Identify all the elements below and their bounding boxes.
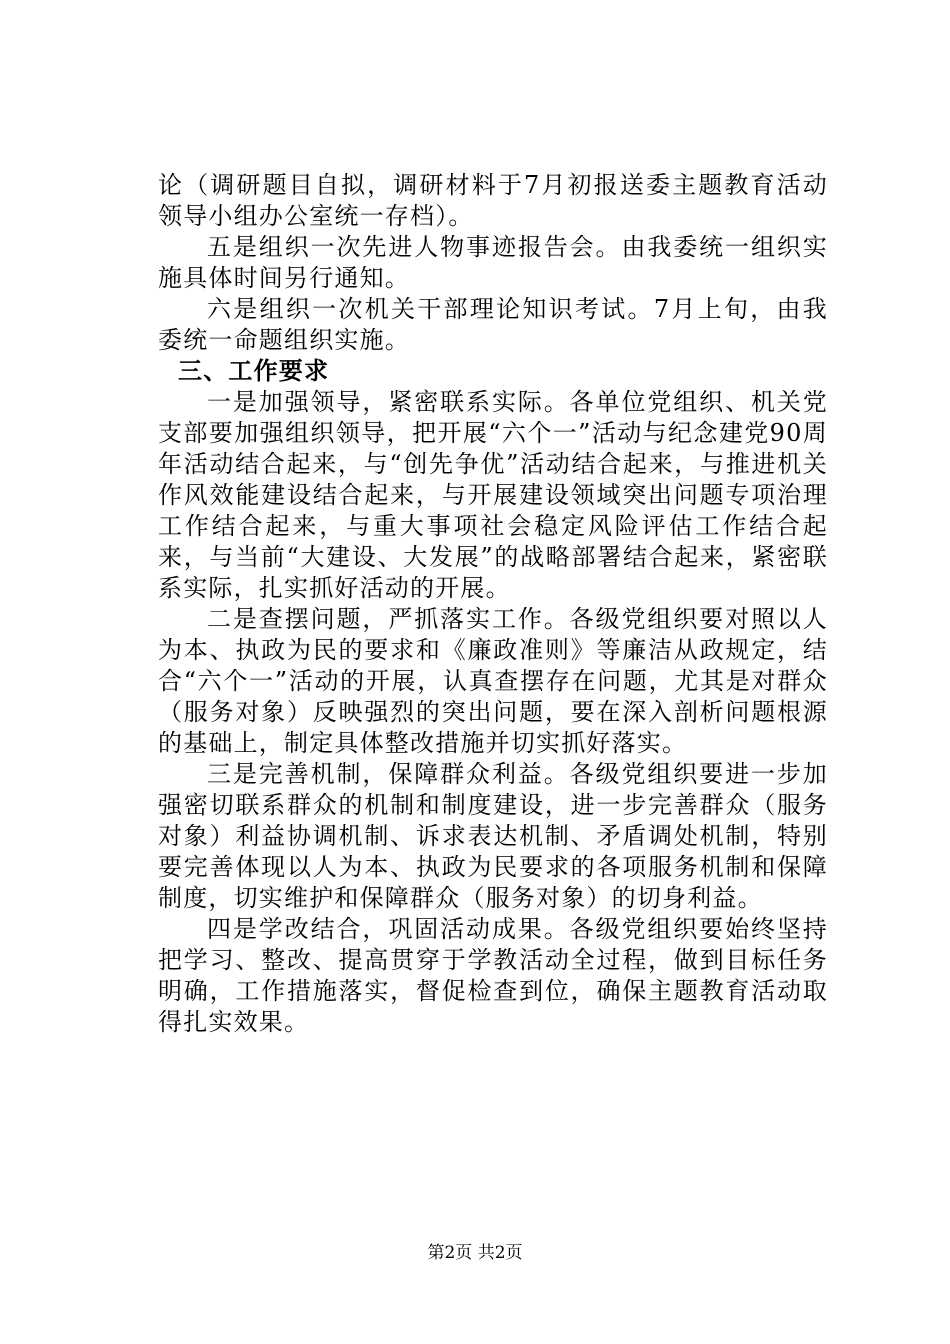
- document-body: [158, 170, 828, 1038]
- page-number-footer: 第2页 共2页: [427, 1243, 523, 1263]
- requirement-paragraph-four: 四是学改结合，巩固活动成果。各级党组织要始终坚持把学习、整改、提高贯穿于学教活动全过程，做到目标任务明确，工作措施落实，督促检查到位，确保主题教育活动取得扎实效果。: [158, 915, 828, 1036]
- requirement-paragraph-three: 三是完善机制，保障群众利益。各级党组织要进一步加强密切联系群众的机制和制度建设，进一步完善群众（服务对象）利益协调机制、诉求表达机制、矛盾调处机制，特别要完善体现以人为本、执政为民要求的各项服务机制和保障制度，切实维护和保障群众（服务对象）的切身利益。: [158, 760, 828, 912]
- paragraph-item-six: 六是组织一次机关干部理论知识考试。7月上旬，由我委统一命题组织实施。: [158, 295, 828, 354]
- requirement-paragraph-one: 一是加强领导，紧密联系实际。各单位党组织、机关党支部要加强组织领导，把开展“六个一”活动与纪念建党90周年活动结合起来，与“创先争优”活动结合起来，与推进机关作风效能建设结合起来，与开展建设领域突出问题专项治理工作结合起来，与重大事项社会稳定风险评估工作结合起来，与当前“大建设、大发展”的战略部署结合起来，紧密联系实际，扎实抓好活动的开展。: [158, 388, 828, 602]
- paragraph-continuation: 论（调研题目自拟，调研材料于7月初报送委主题教育活动领导小组办公室统一存档）。: [158, 171, 828, 230]
- requirement-paragraph-two: 二是查摆问题，严抓落实工作。各级党组织要对照以人为本、执政为民的要求和《廉政准则》等廉洁从政规定，结合“六个一”活动的开展，认真查摆存在问题，尤其是对群众（服务对象）反映强烈的突出问题，要在深入剖析问题根源的基础上，制定具体整改措施并切实抓好落实。: [158, 605, 828, 757]
- paragraph-item-five: 五是组织一次先进人物事迹报告会。由我委统一组织实施具体时间另行通知。: [158, 233, 828, 292]
- section-heading: 三、工作要求: [178, 357, 330, 385]
